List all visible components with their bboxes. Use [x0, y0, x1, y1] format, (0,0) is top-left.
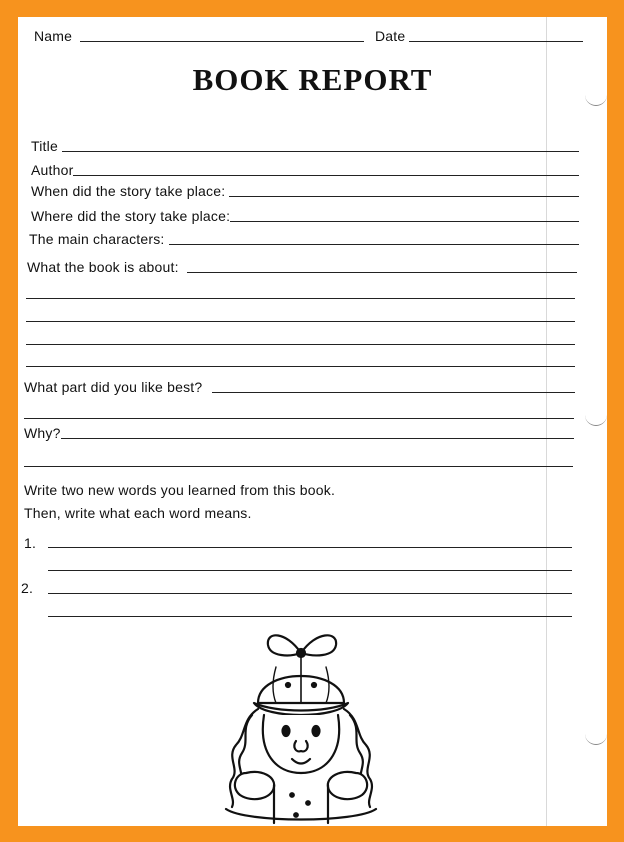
left-eye-icon [283, 726, 290, 736]
date-row [375, 28, 583, 44]
new-words-instruction-1: Write two new words you learned from this book. [24, 482, 336, 498]
name-field[interactable] [80, 41, 364, 42]
new-words-instruction-2: Then, write what each word means. [24, 505, 252, 521]
binder-hole-mark-top [585, 95, 607, 106]
best-part-line-2[interactable] [24, 418, 574, 419]
word-2-line[interactable] [48, 593, 572, 594]
worksheet-page [18, 17, 607, 826]
about-line-2[interactable] [26, 298, 575, 299]
word-1-line[interactable] [48, 547, 572, 548]
about-line-4[interactable] [26, 344, 575, 345]
word-1-number: 1. [24, 535, 37, 551]
why-row [24, 425, 574, 441]
about-field[interactable] [187, 272, 577, 273]
author-label: Author [31, 162, 74, 178]
best-part-label: What part did you like best? [24, 379, 203, 395]
characters-row [29, 231, 579, 247]
about-label: What the book is about: [27, 259, 179, 275]
page-title: BOOK REPORT [192, 62, 433, 97]
date-label: Date [375, 28, 406, 44]
word-2-meaning-line[interactable] [48, 616, 572, 617]
characters-field[interactable] [169, 244, 580, 245]
best-part-field[interactable] [212, 392, 575, 393]
word-2-number: 2. [21, 580, 34, 596]
about-row [27, 259, 577, 275]
girl-illustration [206, 623, 396, 826]
title-field[interactable] [62, 151, 579, 152]
author-row [31, 162, 579, 178]
characters-label: The main characters: [29, 231, 165, 247]
where-row [31, 208, 579, 224]
why-label: Why? [24, 425, 61, 441]
when-label: When did the story take place: [31, 183, 226, 199]
when-row [31, 183, 579, 199]
about-line-3[interactable] [26, 321, 575, 322]
best-part-row [24, 379, 575, 395]
word-1-meaning-line[interactable] [48, 570, 572, 571]
about-line-5[interactable] [26, 366, 575, 367]
binder-hole-mark-middle [585, 415, 607, 426]
title-row [31, 138, 579, 154]
binder-hole-mark-bottom [585, 734, 607, 745]
date-field[interactable] [409, 41, 583, 42]
why-line-2[interactable] [24, 466, 573, 467]
title-label: Title [31, 138, 58, 154]
name-label: Name [34, 28, 73, 44]
why-field[interactable] [61, 438, 574, 439]
right-eye-icon [313, 726, 320, 736]
name-row [34, 28, 364, 44]
when-field[interactable] [229, 196, 579, 197]
author-field[interactable] [73, 175, 579, 176]
where-label: Where did the story take place: [31, 208, 231, 224]
where-field[interactable] [230, 221, 579, 222]
